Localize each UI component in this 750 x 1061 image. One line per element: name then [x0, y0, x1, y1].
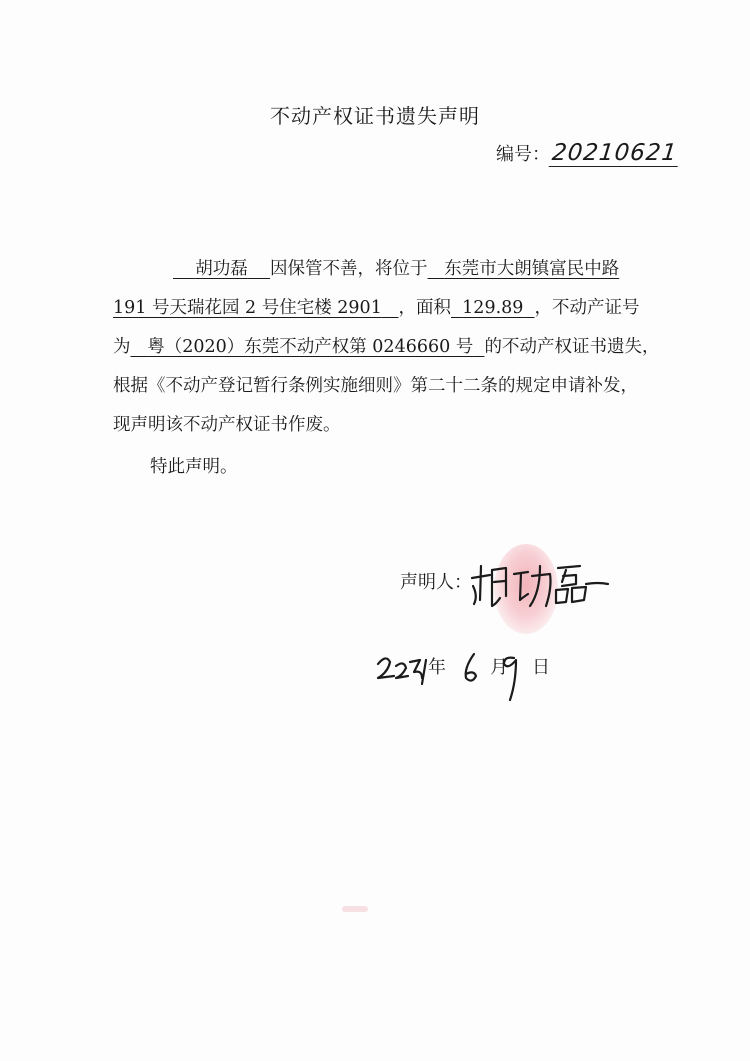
body-line-3 [113, 336, 659, 358]
serial-value-handwritten: 20210621 [549, 141, 681, 167]
document-title: 不动产权证书遗失声明 [270, 104, 480, 128]
address-field-part1: 东莞市大朗镇富民中路 [444, 259, 620, 279]
body-line-2 [113, 297, 640, 319]
closing-statement: 特此声明。 [150, 457, 238, 477]
body-text-a: 因保管不善，将位于 [270, 259, 428, 279]
handwritten-signature [462, 548, 612, 618]
body-text-e: 的不动产权证书遗失， [484, 337, 660, 357]
day-label: 日 [532, 657, 550, 678]
certificate-number-field: 粤（2020）东莞不动产权第 0246660 号 [147, 337, 474, 357]
area-field: 129.89 [462, 298, 524, 318]
ink-smudge [342, 906, 368, 912]
body-line-5: 现声明该不动产权证书作废。 [113, 415, 341, 435]
body-text-c: ，不动产证号 [534, 298, 640, 318]
body-line-4: 根据《不动产登记暂行条例实施细则》第二十二条的规定申请补发， [113, 376, 638, 396]
month-label: 月 [490, 657, 508, 678]
body-line-1 [173, 258, 619, 280]
declarant-name-field: 胡功磊 [195, 259, 248, 279]
serial-number [496, 140, 679, 167]
declarant-label: 声明人： [400, 572, 472, 593]
year-label: 年 [428, 657, 446, 678]
body-text-b: ，面积 [398, 298, 452, 318]
serial-label: 编号： [496, 144, 550, 165]
body-text-d: 为 [113, 337, 131, 357]
address-field-part2: 191 号天瑞花园 2 号住宅楼 2901 [113, 298, 382, 318]
